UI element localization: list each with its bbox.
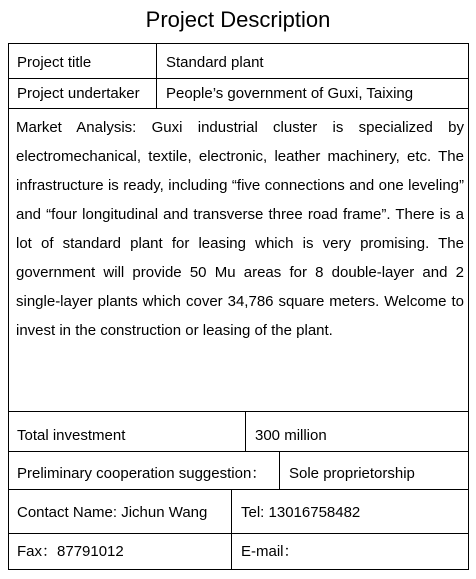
contact-name: Contact Name: Jichun Wang	[17, 504, 208, 521]
row-divider	[8, 489, 469, 490]
row-divider	[8, 533, 469, 534]
project-title-label: Project title	[17, 54, 92, 71]
market-analysis-text: Market Analysis: Guxi industrial cluster is specialized by electromechanical, textile, electronic, leather machinery, etc. The infrastructure is ready, including “five connections and one leveling” and “four longitudinal and transverse three road frame”. There is a lot of standard plant for leasing which is very promising. The government will provide 50 Mu areas for 8 double-layer and 2 single-layer plants which cover 34,786 square meters. Welcome to invest in the construction or leasing of the plant.	[16, 119, 464, 339]
cooperation-value: Sole proprietorship	[289, 465, 415, 482]
row-divider	[8, 108, 469, 109]
column-divider	[156, 43, 157, 109]
row-divider	[8, 411, 469, 412]
page-title: Project Description	[145, 7, 331, 32]
email-field: E-mail：	[241, 543, 299, 560]
project-title-value: Standard plant	[166, 54, 264, 71]
column-divider	[279, 451, 280, 490]
total-investment-value: 300 million	[255, 427, 327, 444]
column-divider	[231, 489, 232, 570]
project-undertaker-label: Project undertaker	[17, 85, 140, 102]
total-investment-label: Total investment	[17, 427, 126, 444]
contact-tel: Tel: 13016758482	[241, 504, 361, 521]
column-divider	[245, 411, 246, 452]
cooperation-label: Preliminary cooperation suggestion：	[17, 465, 267, 482]
project-undertaker-value: People’s government of Guxi, Taixing	[166, 85, 414, 102]
row-divider	[8, 78, 469, 79]
row-divider	[8, 451, 469, 452]
fax-number: Fax：87791012	[17, 543, 124, 560]
